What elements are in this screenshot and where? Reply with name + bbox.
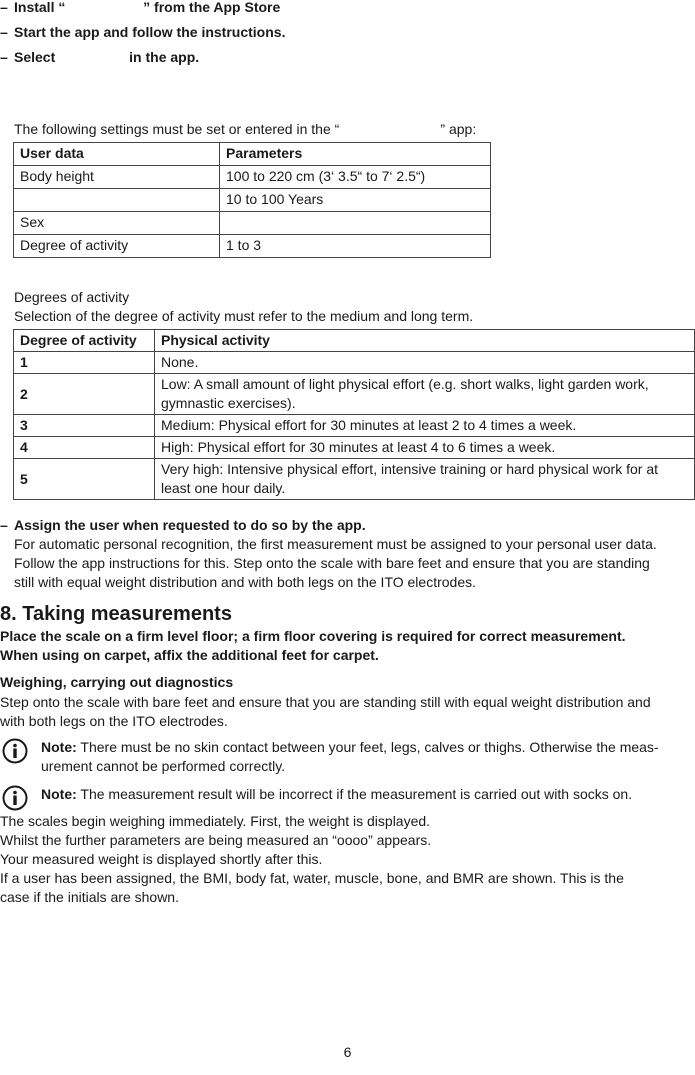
weighing-text — [0, 693, 692, 731]
dash: – — [0, 49, 8, 65]
note-label: Note: — [41, 739, 77, 755]
table-header-row — [14, 143, 491, 166]
table-cell: High: Physical effort for 30 minutes at least 4 to 6 times a week. — [155, 437, 695, 459]
table-row — [14, 189, 491, 212]
table-cell — [14, 189, 220, 212]
table-cell: Medium: Physical effort for 30 minutes at least 2 to 4 times a week. — [155, 415, 695, 437]
degrees-subtitle: Selection of the degree of activity must refer to the medium and long term. — [14, 308, 474, 324]
table-cell: Very high: Intensive physical effort, intensive training or hard physical work for at least one hour daily. — [155, 459, 695, 500]
table-cell: Degree of activity — [14, 235, 220, 258]
app-setup-steps — [0, 0, 690, 73]
table-cell: 1 — [14, 352, 155, 374]
note-label: Note: — [41, 786, 77, 802]
table-cell: 2 — [14, 374, 155, 415]
sequence-line: If a user has been assigned, the BMI, body fat, water, muscle, bone, and BMR are shown. This is the — [0, 870, 624, 886]
table-header: Degree of activity — [14, 330, 155, 352]
placement-instructions — [0, 627, 695, 665]
weighing-line: Step onto the scale with bare feet and ensure that you are standing still with equal weight distribution and — [0, 694, 651, 710]
dash: – — [0, 0, 8, 15]
sequence-line: Your measured weight is displayed shortly after this. — [0, 851, 323, 867]
info-icon — [2, 738, 28, 764]
table-cell: 5 — [14, 459, 155, 500]
section-title: 8. Taking measurements — [0, 603, 232, 625]
table-row — [14, 415, 695, 437]
assign-user-step — [0, 516, 695, 592]
degrees-heading — [14, 288, 473, 326]
table-cell: None. — [155, 352, 695, 374]
table-cell: 4 — [14, 437, 155, 459]
weighing-line: with both legs on the ITO electrodes. — [0, 713, 228, 729]
settings-intro: The following settings must be set or entered in the “ ” app: — [14, 121, 477, 137]
table-cell: Body height — [14, 166, 220, 189]
table-header: Physical activity — [155, 330, 695, 352]
placement-line: Place the scale on a firm level floor; a firm floor covering is required for correct measurement. — [0, 628, 626, 644]
activity-table — [13, 329, 695, 500]
table-cell: 10 to 100 Years — [220, 189, 491, 212]
table-cell: 3 — [14, 415, 155, 437]
step-start-app: – Start the app and follow the instructions. — [0, 24, 286, 40]
table-header: User data — [14, 143, 220, 166]
table-header: Parameters — [220, 143, 491, 166]
assign-heading: – Assign the user when requested to do so by the app. — [0, 517, 366, 533]
note-text — [41, 738, 693, 776]
degrees-title: Degrees of activity — [14, 289, 130, 305]
table-row — [14, 166, 491, 189]
measurement-sequence — [0, 812, 695, 907]
note-text — [41, 785, 693, 804]
info-icon — [2, 785, 28, 811]
table-cell: Sex — [14, 212, 220, 235]
table-row — [14, 459, 695, 500]
step-install: – Install “ ” from the App Store — [0, 0, 281, 15]
table-row — [14, 212, 491, 235]
table-row — [14, 374, 695, 415]
assign-line: For automatic personal recognition, the first measurement must be assigned to your personal user data. — [14, 536, 657, 552]
table-header-row — [14, 330, 695, 352]
dash: – — [0, 24, 8, 40]
table-row — [14, 437, 695, 459]
table-cell: 1 to 3 — [220, 235, 491, 258]
page-number: 6 — [343, 1044, 352, 1060]
table-cell: Low: A small amount of light physical effort (e.g. short walks, light garden work, gymnastic exercises). — [155, 374, 695, 415]
assign-line: Follow the app instructions for this. Step onto the scale with bare feet and ensure that you are standing — [14, 555, 650, 571]
sequence-line: Whilst the further parameters are being measured an “oooo” appears. — [0, 832, 432, 848]
placement-line: When using on carpet, affix the additional feet for carpet. — [0, 647, 379, 663]
table-cell: 100 to 220 cm (3‘ 3.5“ to 7‘ 2.5“) — [220, 166, 491, 189]
note-line: Note: There must be no skin contact between your feet, legs, calves or thighs. Otherwise the meas- — [41, 739, 659, 755]
note-line: Note: The measurement result will be incorrect if the measurement is carried out with socks on. — [41, 786, 633, 802]
step-select: – Select in the app. — [0, 49, 200, 65]
assign-line: still with equal weight distribution and with both legs on the ITO electrodes. — [14, 574, 476, 590]
note-line: urement cannot be performed correctly. — [41, 758, 286, 774]
table-row — [14, 235, 491, 258]
sequence-line: The scales begin weighing immediately. First, the weight is displayed. — [0, 813, 431, 829]
settings-table — [13, 142, 491, 258]
table-row — [14, 352, 695, 374]
sequence-line: case if the initials are shown. — [0, 889, 179, 905]
table-cell — [220, 212, 491, 235]
weighing-heading: Weighing, carrying out diagnostics — [0, 674, 234, 690]
dash: – — [0, 517, 8, 533]
